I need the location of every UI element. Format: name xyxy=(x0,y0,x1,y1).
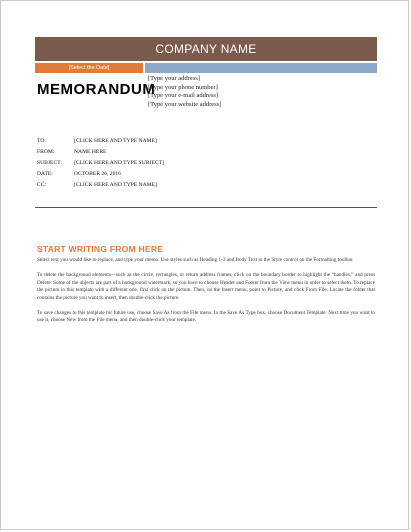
email-line[interactable]: [Type your e-mail address] xyxy=(148,92,219,100)
decorative-blue-bar xyxy=(145,63,377,73)
field-row-date xyxy=(37,168,164,179)
field-row-subject xyxy=(37,157,164,168)
date-value[interactable]: OCTOBER 26, 2016 xyxy=(74,170,121,177)
memo-fields xyxy=(37,135,164,190)
date-picker-box[interactable] xyxy=(35,63,143,73)
field-label: TO: xyxy=(37,137,46,144)
company-name[interactable]: COMPANY NAME xyxy=(155,42,257,56)
website-line[interactable]: [Type your website address] xyxy=(148,100,222,108)
from-value[interactable]: NAME HERE xyxy=(74,148,107,155)
field-label: DATE: xyxy=(37,170,53,177)
to-value[interactable]: [CLICK HERE AND TYPE NAME] xyxy=(74,137,157,144)
field-label: SUBJECT: xyxy=(37,159,62,166)
body-paragraph[interactable]: Select text you would like to replace, and type your memo. Use styles such as Heading 1-3 and Body Text in the Style control on the Formatting toolbar. xyxy=(37,257,354,263)
body-text xyxy=(37,257,375,333)
phone-line[interactable]: [Type your phone number] xyxy=(148,83,218,91)
address-line[interactable]: [Type your address] xyxy=(148,75,200,82)
body-heading[interactable]: START WRITING FROM HERE xyxy=(37,244,164,254)
field-row-from xyxy=(37,146,164,157)
subject-value[interactable]: [CLICK HERE AND TYPE SUBJECT] xyxy=(74,159,165,166)
memo-title: MEMORANDUM xyxy=(37,81,156,98)
date-placeholder[interactable]: [Select the Date] xyxy=(68,65,110,71)
field-row-cc xyxy=(37,179,164,190)
body-paragraph[interactable]: To delete the background elements—such as the circle, rectangles, or return address frames, click on the boundary border to highlight the “handles,” and press Delete. Some of the objects are part of a background watermark, so you have to choose Header and Footer from the View menu in order to select them. To replace the picture in this template with a different one, first click on the picture. Then, on the Insert menu, point to Picture, and click From File. Locate the folder that contains the picture you want to insert, then double-click the picture. xyxy=(37,272,375,301)
field-label: CC: xyxy=(37,181,47,188)
company-name-banner xyxy=(35,37,377,61)
field-label: FROM: xyxy=(37,148,55,155)
body-paragraph[interactable]: To save changes to this template for future use, choose Save As from the File menu. In the Save As Type box, choose Document Template. Next time you want to use it, choose New from the File menu, and then double-click your template. xyxy=(37,310,375,324)
section-divider xyxy=(35,207,377,208)
cc-value[interactable]: [CLICK HERE AND TYPE NAME] xyxy=(74,181,157,188)
contact-block xyxy=(148,75,221,109)
field-row-to xyxy=(37,135,164,146)
